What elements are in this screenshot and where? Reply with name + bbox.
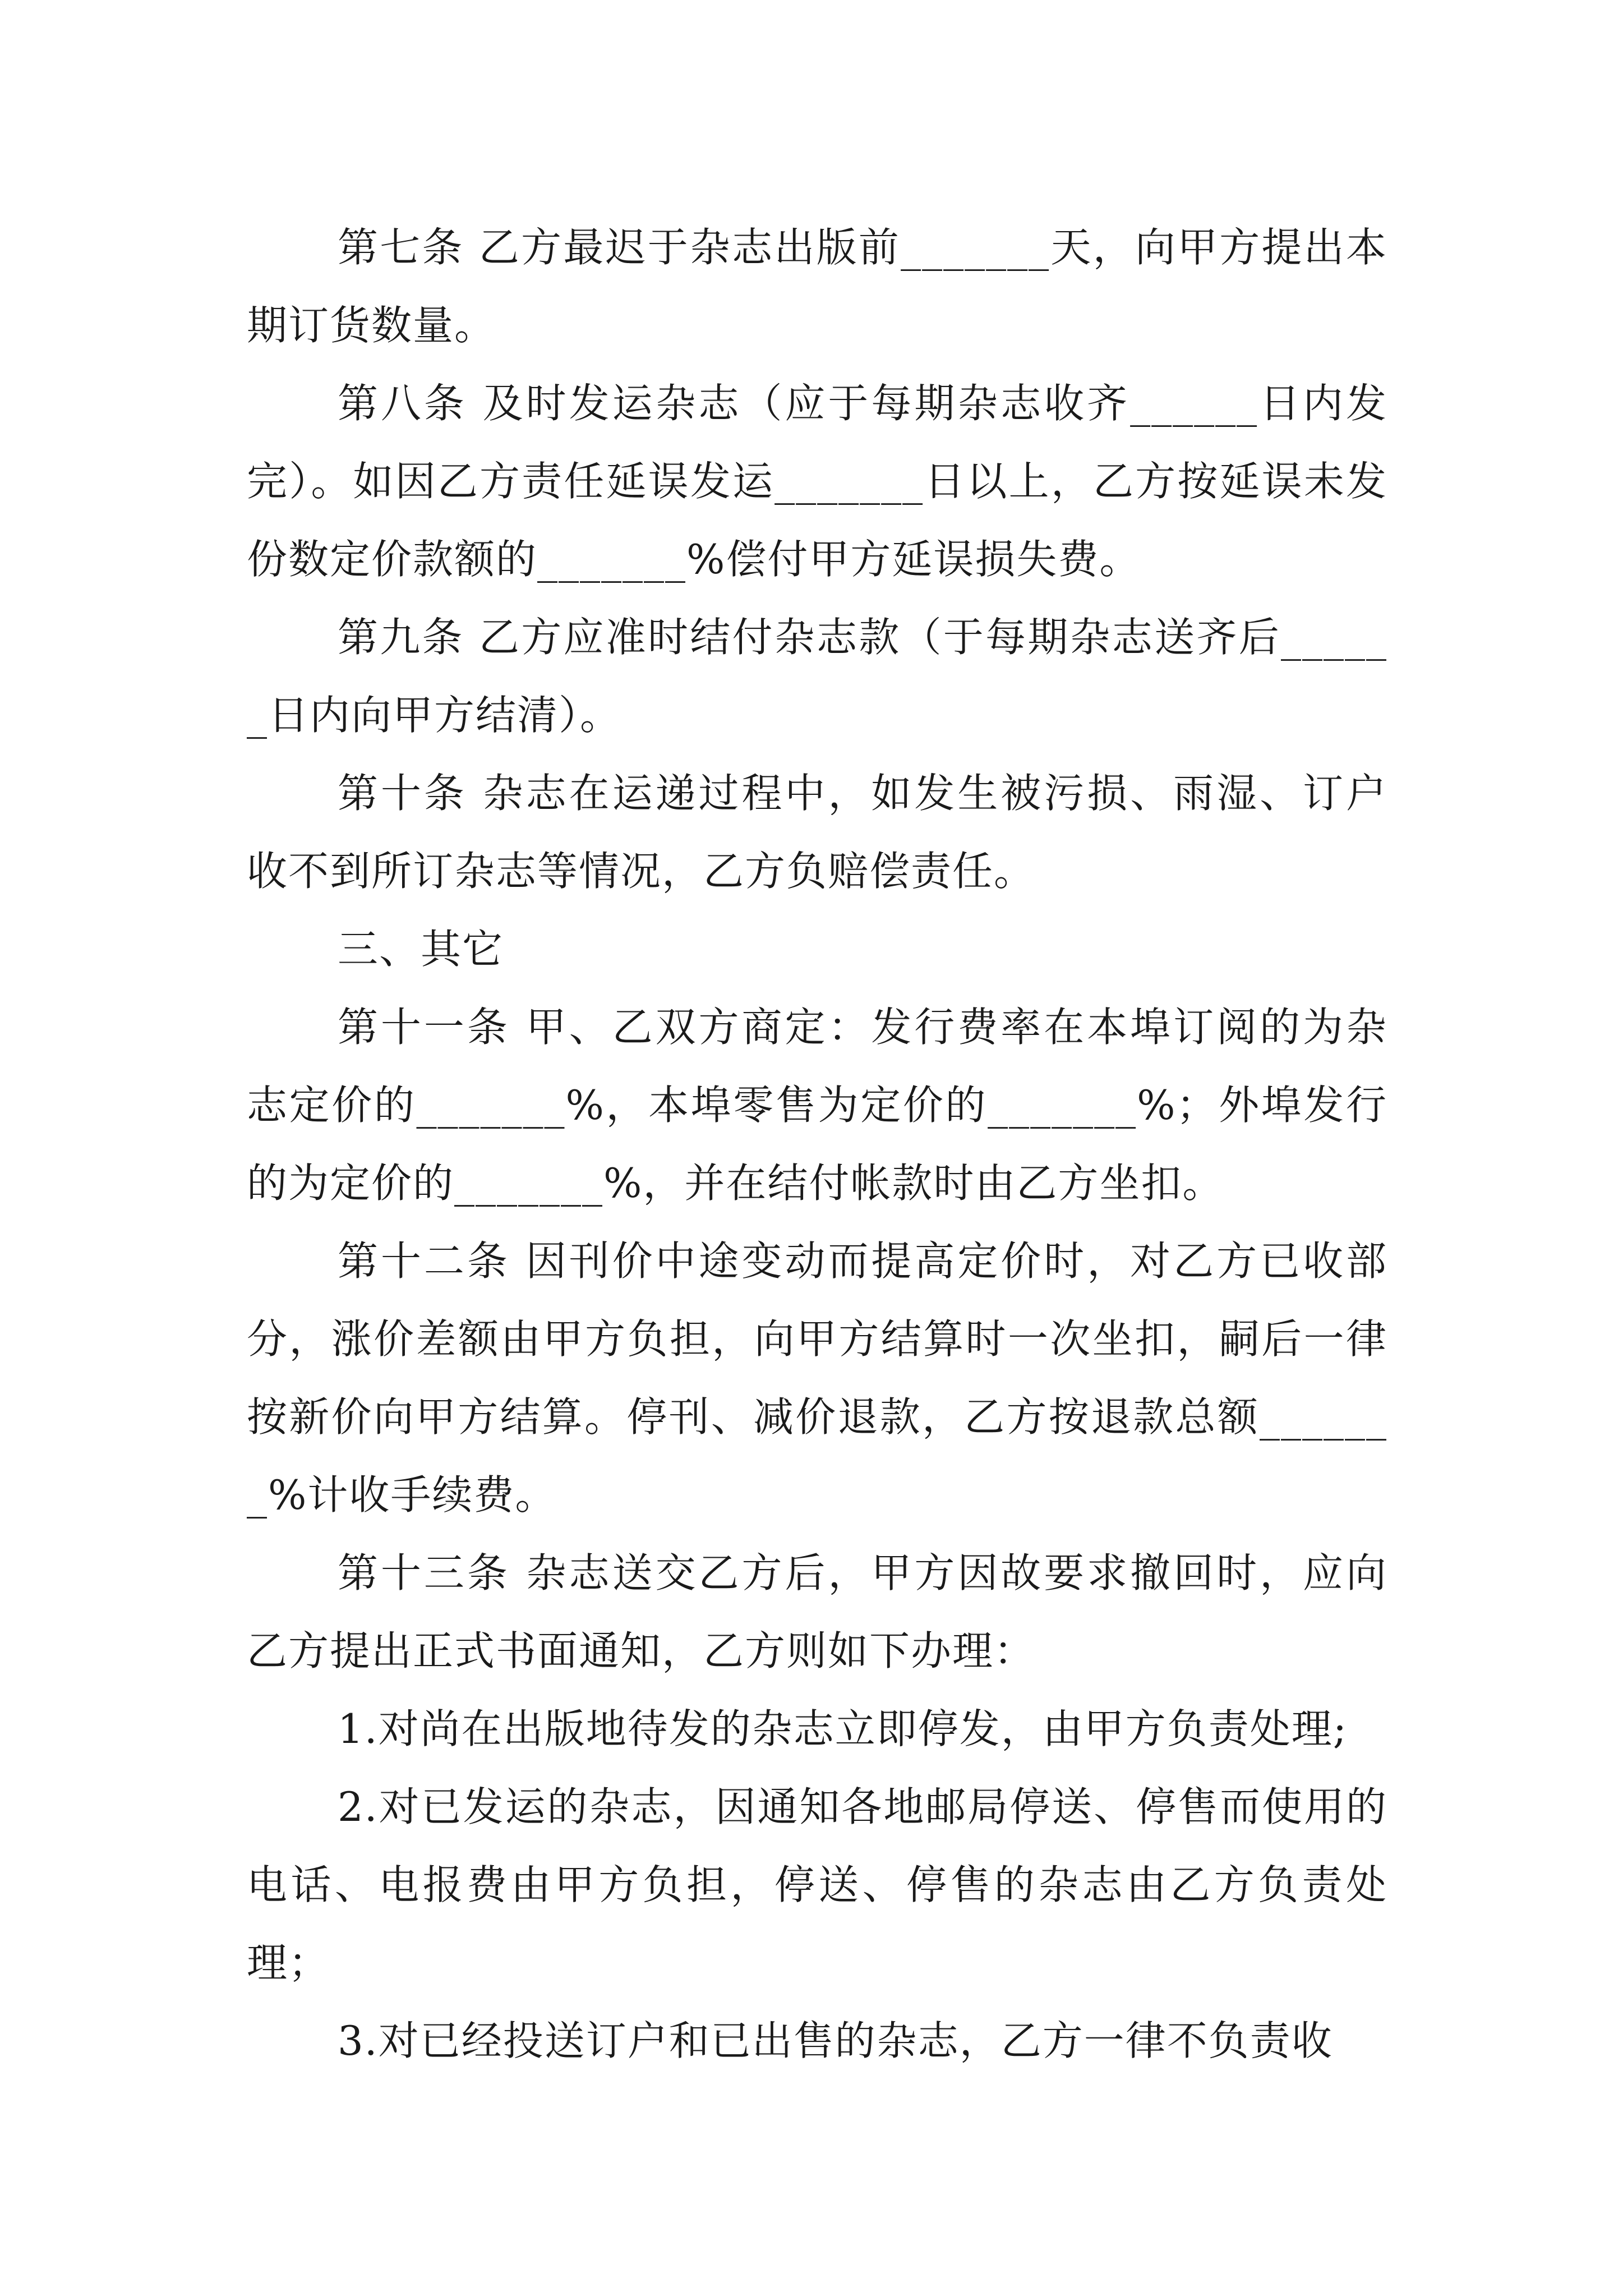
document-body	[247, 209, 1387, 2080]
article-7-paragraph: 第七条 乙方最迟于杂志出版前_______天，向甲方提出本期订货数量。	[247, 224, 1387, 349]
article-9-paragraph: 第九条 乙方应准时结付杂志款（于每期杂志送齐后______日内向甲方结清）。	[247, 614, 1387, 739]
list-item-1: 1.对尚在出版地待发的杂志立即停发，由甲方负责处理;	[338, 1705, 1348, 1752]
list-item-3: 3.对已经投送订户和已出售的杂志，乙方一律不负责收	[338, 2017, 1333, 2064]
article-13-paragraph: 第十三条 杂志送交乙方后，甲方因故要求撤回时，应向乙方提出正式书面通知，乙方则如下办理：	[247, 1549, 1387, 1674]
article-11-paragraph: 第十一条 甲、乙双方商定：发行费率在本埠订阅的为杂志定价的_______%，本埠零售为定价的_______%；外埠发行的为定价的_______%，并在结付帐款时由乙方坐扣。	[247, 1004, 1387, 1207]
list-item-2: 2.对已发运的杂志，因通知各地邮局停送、停售而使用的电话、电报费由甲方负担，停送、停售的杂志由乙方负责处理；	[247, 1783, 1387, 1986]
article-8-paragraph: 第八条 及时发运杂志（应于每期杂志收齐______日内发完）。如因乙方责任延误发运_______日以上，乙方按延误未发份数定价款额的_______%偿付甲方延误损失费。	[247, 380, 1387, 583]
article-12-paragraph: 第十二条 因刊价中途变动而提高定价时，对乙方已收部分，涨价差额由甲方负担，向甲方结算时一次坐扣，嗣后一律按新价向甲方结算。停刊、减价退款，乙方按退款总额_______%计收手续费。	[247, 1237, 1387, 1519]
article-10-paragraph: 第十条 杂志在运递过程中，如发生被污损、雨湿、订户收不到所订杂志等情况，乙方负赔偿责任。	[247, 770, 1387, 895]
section-3-heading: 三、其它	[338, 926, 504, 973]
